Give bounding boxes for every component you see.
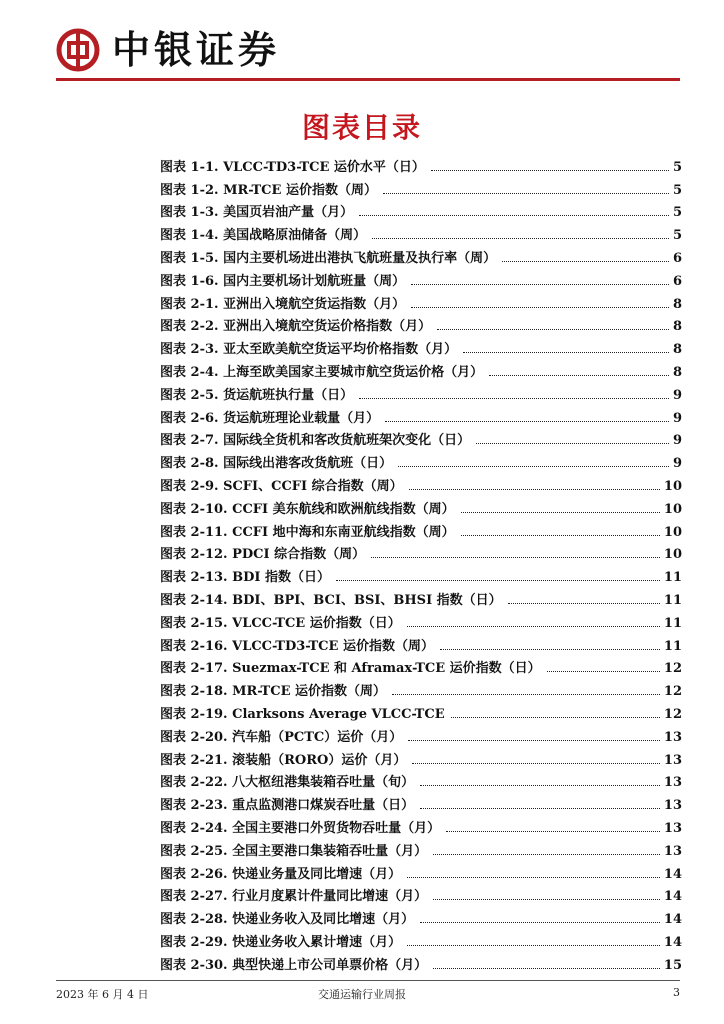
toc-entry[interactable] [160,448,682,471]
footer-date: 2023 年 6 月 4 日 [56,988,149,1001]
toc-entry[interactable] [160,494,682,517]
toc-entry-label: 图表 2-4. 上海至欧美国家主要城市航空货运价格（月） [160,364,484,380]
toc-leader-dots [385,421,669,422]
toc-entry[interactable] [160,927,682,950]
toc-entry-page: 13 [663,729,682,745]
footer-report-name: 交通运输行业周报 [318,988,406,1001]
toc-leader-dots [408,740,660,741]
toc-leader-dots [440,649,660,650]
toc-entry-label: 图表 2-12. PDCI 综合指数（周） [160,547,366,563]
toc-leader-dots [420,922,660,923]
toc-leader-dots [433,899,660,900]
toc-entry[interactable] [160,357,682,380]
toc-entry-page: 9 [672,410,682,426]
toc-leader-dots [463,352,669,353]
toc-entry-label: 图表 1-2. MR-TCE 运价指数（周） [160,182,377,198]
toc-leader-dots [461,535,660,536]
toc-entry-label: 图表 2-1. 亚洲出入境航空货运指数（月） [160,296,406,312]
toc-leader-dots [359,398,669,399]
page-header [56,26,676,78]
toc-entry[interactable] [160,289,682,312]
toc-entry-label: 图表 1-4. 美国战略原油储备（周） [160,228,367,244]
brand-name: 中银证券 [112,27,281,72]
toc-leader-dots [411,284,669,285]
toc-entry-label: 图表 2-2. 亚洲出入境航空货运价格指数（月） [160,319,432,335]
toc-entry-page: 5 [672,228,682,244]
toc-entry[interactable] [160,517,682,540]
toc-leader-dots [392,694,660,695]
toc-entry-page: 12 [663,661,682,677]
toc-entry-page: 9 [672,433,682,449]
toc-entry[interactable] [160,654,682,677]
toc-entry-label: 图表 2-21. 滚装船（RORO）运价（月） [160,752,407,768]
toc-entry-page: 11 [663,570,682,586]
toc-entry[interactable] [160,836,682,859]
toc-entry[interactable] [160,426,682,449]
toc-leader-dots [547,671,660,672]
toc-leader-dots [446,831,660,832]
toc-entry-label: 图表 2-10. CCFI 美东航线和欧洲航线指数（周） [160,501,455,517]
toc-entry[interactable] [160,699,682,722]
toc-entry-page: 11 [663,638,682,654]
toc-entry[interactable] [160,745,682,768]
toc-entry[interactable] [160,562,682,585]
toc-leader-dots [336,580,660,581]
toc-entry-page: 13 [663,775,682,791]
toc-entry[interactable] [160,768,682,791]
toc-entry[interactable] [160,608,682,631]
toc-entry[interactable] [160,904,682,927]
toc-entry-label: 图表 2-25. 全国主要港口集装箱吞吐量（月） [160,843,428,859]
toc-entry-page: 12 [663,684,682,700]
toc-entry[interactable] [160,220,682,243]
toc-entry[interactable] [160,198,682,221]
toc-entry-label: 图表 2-22. 八大枢纽港集装箱吞吐量（旬） [160,775,415,791]
toc-entry-page: 9 [672,456,682,472]
toc-leader-dots [451,717,660,718]
toc-entry[interactable] [160,175,682,198]
toc-entry-page: 13 [663,752,682,768]
toc-entry-page: 12 [663,706,682,722]
toc-entry-label: 图表 2-26. 快递业务量及同比增速（月） [160,866,402,882]
toc-entry[interactable] [160,631,682,654]
toc-entry[interactable] [160,334,682,357]
toc-entry-label: 图表 2-15. VLCC-TCE 运价指数（日） [160,615,401,631]
toc-leader-dots [372,238,669,239]
toc-entry-label: 图表 2-29. 快递业务收入累计增速（月） [160,934,402,950]
toc-entry-page: 5 [672,159,682,175]
page-title: 图表目录 [301,111,422,144]
toc-entry-page: 9 [672,387,682,403]
toc-leader-dots [359,215,669,216]
footer-page-number: 3 [673,986,680,999]
toc-entry-label: 图表 2-5. 货运航班执行量（日） [160,387,354,403]
toc-leader-dots [412,763,660,764]
toc-entry-page: 5 [672,205,682,221]
toc-leader-dots [420,808,660,809]
toc-entry-label: 图表 1-3. 美国页岩油产量（月） [160,205,354,221]
toc-entry-page: 14 [663,866,682,882]
toc-leader-dots [411,307,669,308]
toc-entry[interactable] [160,152,682,175]
toc-entry-label: 图表 2-30. 典型快递上市公司单票价格（月） [160,957,428,973]
toc-entry-label: 图表 2-19. Clarksons Average VLCC-TCE [160,706,445,722]
toc-entry[interactable] [160,403,682,426]
toc-leader-dots [371,557,660,558]
toc-entry[interactable] [160,676,682,699]
toc-entry[interactable] [160,540,682,563]
toc-leader-dots [407,945,660,946]
footer-divider [56,980,680,981]
toc-entry-label: 图表 2-11. CCFI 地中海和东南亚航线指数（周） [160,524,455,540]
toc-entry[interactable] [160,471,682,494]
toc-entry-label: 图表 2-8. 国际线出港客改货航班（日） [160,456,393,472]
toc-entry[interactable] [160,585,682,608]
toc-leader-dots [502,261,669,262]
toc-leader-dots [433,854,660,855]
toc-leader-dots [461,512,660,513]
toc-entry[interactable] [160,312,682,335]
toc-entry-page: 6 [672,273,682,289]
toc-entry-label: 图表 2-18. MR-TCE 运价指数（周） [160,684,387,700]
toc-entry[interactable] [160,813,682,836]
toc-entry-label: 图表 2-17. Suezmax-TCE 和 Aframax-TCE 运价指数（日） [160,661,541,677]
toc-entry-page: 10 [663,547,682,563]
toc-entry-label: 图表 2-13. BDI 指数（日） [160,570,330,586]
toc-entry-label: 图表 2-6. 货运航班理论业载量（月） [160,410,380,426]
toc-entry[interactable] [160,380,682,403]
toc-leader-dots [398,466,669,467]
toc-entry-label: 图表 1-6. 国内主要机场计划航班量（周） [160,273,406,289]
toc-entry-page: 10 [663,524,682,540]
toc-leader-dots [489,375,669,376]
toc-entry-page: 13 [663,798,682,814]
toc-entry-label: 图表 2-20. 汽车船（PCTC）运价（月） [160,729,403,745]
toc-entry-page: 14 [663,934,682,950]
toc-entry-label: 图表 1-5. 国内主要机场进出港执飞航班量及执行率（周） [160,250,497,266]
toc-entry-label: 图表 2-14. BDI、BPI、BCI、BSI、BHSI 指数（日） [160,592,502,608]
toc-leader-dots [508,603,660,604]
toc-entry-page: 11 [663,592,682,608]
toc-leader-dots [407,626,660,627]
toc-entry-page: 8 [672,364,682,380]
toc-entry-label: 图表 2-9. SCFI、CCFI 综合指数（周） [160,478,403,494]
toc-leader-dots [409,489,660,490]
toc-entry-label: 图表 2-7. 国际线全货机和客改货航班架次变化（日） [160,433,471,449]
toc-entry[interactable] [160,950,682,973]
toc-entry-page: 15 [663,957,682,973]
toc-entry[interactable] [160,266,682,289]
toc-entry[interactable] [160,882,682,905]
toc-entry-page: 8 [672,296,682,312]
toc-entry-page: 14 [663,889,682,905]
toc-entry[interactable] [160,722,682,745]
toc-entry-page: 13 [663,820,682,836]
toc-entry-page: 10 [663,501,682,517]
toc-entry-label: 图表 2-27. 行业月度累计件量同比增速（月） [160,889,428,905]
toc-entry-label: 图表 2-24. 全国主要港口外贸货物吞吐量（月） [160,820,441,836]
toc-entry-label: 图表 2-28. 快递业务收入及同比增速（月） [160,912,415,928]
toc-entry[interactable] [160,790,682,813]
toc-leader-dots [383,193,669,194]
bank-of-china-logo [56,28,100,72]
toc-entry-page: 8 [672,342,682,358]
toc-entry-page: 11 [663,615,682,631]
toc-entry-page: 5 [672,182,682,198]
toc-leader-dots [433,968,660,969]
toc-entry-page: 13 [663,843,682,859]
toc-leader-dots [420,785,660,786]
toc-entry-label: 图表 2-23. 重点监测港口煤炭吞吐量（日） [160,798,415,814]
toc-entry-label: 图表 1-1. VLCC-TD3-TCE 运价水平（日） [160,159,425,175]
toc-entry-page: 8 [672,319,682,335]
toc-entry-page: 6 [672,250,682,266]
toc-leader-dots [437,329,669,330]
header-divider [56,78,680,81]
toc-entry-label: 图表 2-16. VLCC-TD3-TCE 运价指数（周） [160,638,434,654]
toc-entry-page: 10 [663,478,682,494]
toc-leader-dots [407,877,660,878]
toc-leader-dots [431,170,669,171]
toc-entry[interactable] [160,859,682,882]
toc-entry[interactable] [160,243,682,266]
table-of-figures [160,152,682,973]
toc-entry-label: 图表 2-3. 亚太至欧美航空货运平均价格指数（月） [160,342,458,358]
toc-entry-page: 14 [663,912,682,928]
toc-leader-dots [476,443,669,444]
